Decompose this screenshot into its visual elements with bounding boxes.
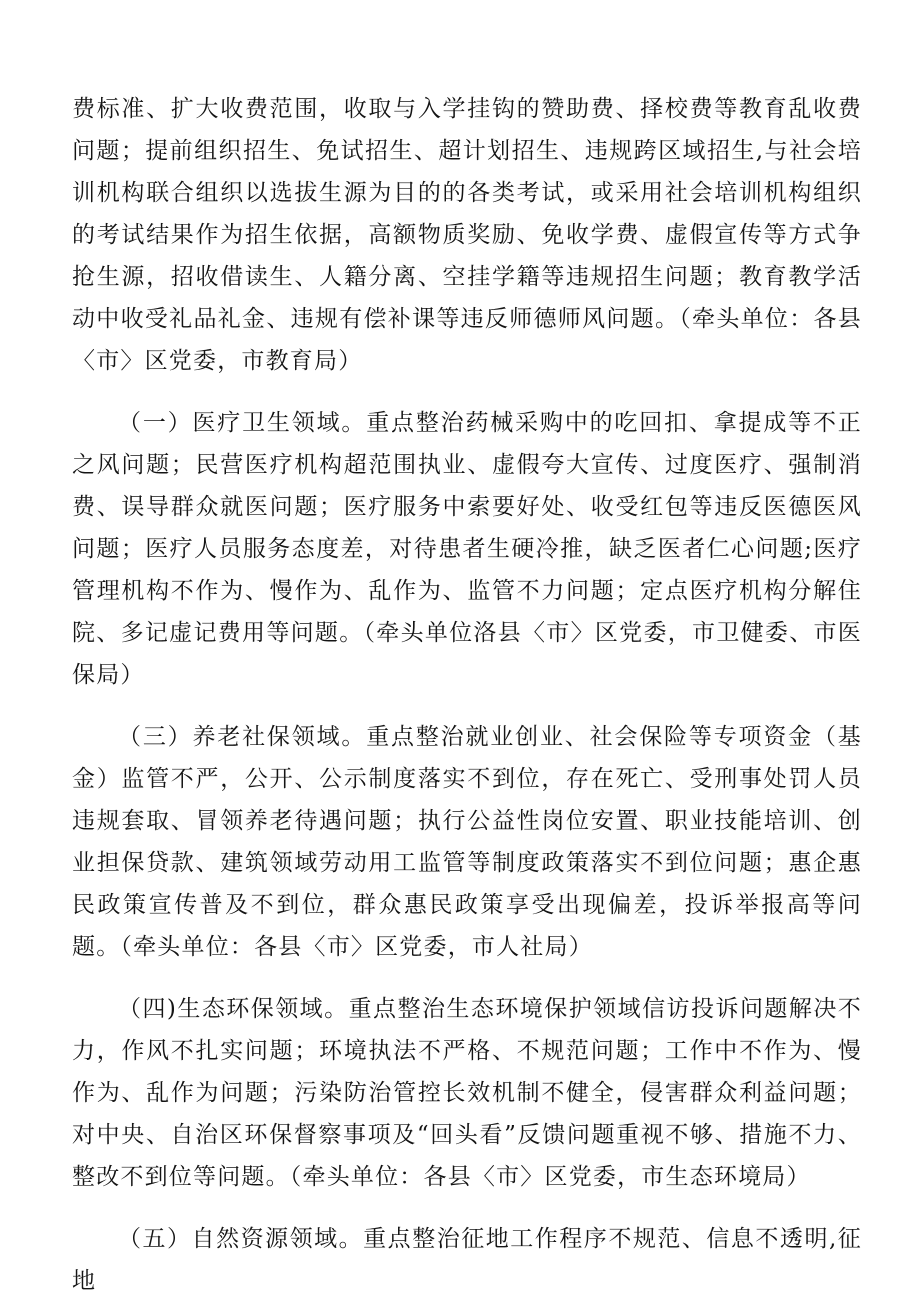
paragraph-education-continued: 费标准、扩大收费范围，收取与入学挂钩的赞助费、择校费等教育乱收费问题；提前组织招生、免试招生、超计划招生、违规跨区域招生,与社会培训机构联合组织以选拔生源为目的的各类考试，或采用社会培训机构组织的考试结果作为招生依据，高额物质奖励、免收学费、虚假宣传等方式争抢生源，招收借读生、人籍分离、空挂学籍等违规招生问题；教育教学活动中收受礼品礼金、违规有偿补课等违反师德师风问题。（牵头单位：各县〈市〉区党委，市教育局） xyxy=(72,96,862,374)
paragraph-medical-field: （一）医疗卫生领域。重点整治药械采购中的吃回扣、拿提成等不正之风问题；民营医疗机构超范围执业、虚假夸大宣传、过度医疗、强制消费、误导群众就医问题；医疗服务中索要好处、收受红包等违反医德医风问题；医疗人员服务态度差，对待患者生硬冷推，缺乏医者仁心问题;医疗管理机构不作为、慢作为、乱作为、监管不力问题；定点医疗机构分解住院、多记虚记费用等问题。（牵头单位洛县〈市〉区党委，市卫健委、市医保局） xyxy=(72,410,862,688)
paragraph-social-security-field: （三）养老社保领域。重点整治就业创业、社会保险等专项资金（基金）监管不严，公开、公示制度落实不到位，存在死亡、受刑事处罚人员违规套取、冒领养老待遇问题；执行公益性岗位安置、职业技能培训、创业担保贷款、建筑领域劳动用工监管等制度政策落实不到位问题；惠企惠民政策宣传普及不到位，群众惠民政策享受出现偏差，投诉举报高等问题。（牵头单位：各县〈市〉区党委，市人社局） xyxy=(72,724,862,960)
paragraph-environment-field: （四)生态环保领域。重点整治生态环境保护领域信访投诉问题解决不力，作风不扎实问题；环境执法不严格、不规范问题；工作中不作为、慢作为、乱作为问题；污染防治管控长效机制不健全，侵害群众利益问题；对中央、自治区环保督察事项及“回头看”反馈问题重视不够、措施不力、整改不到位等问题。（牵头单位：各县〈市〉区党委，市生态环境局） xyxy=(72,996,862,1190)
document-body xyxy=(72,88,862,1302)
paragraph-natural-resources-field: （五）自然资源领域。重点整治征地工作程序不规范、信息不透明,征地 xyxy=(72,1226,862,1294)
